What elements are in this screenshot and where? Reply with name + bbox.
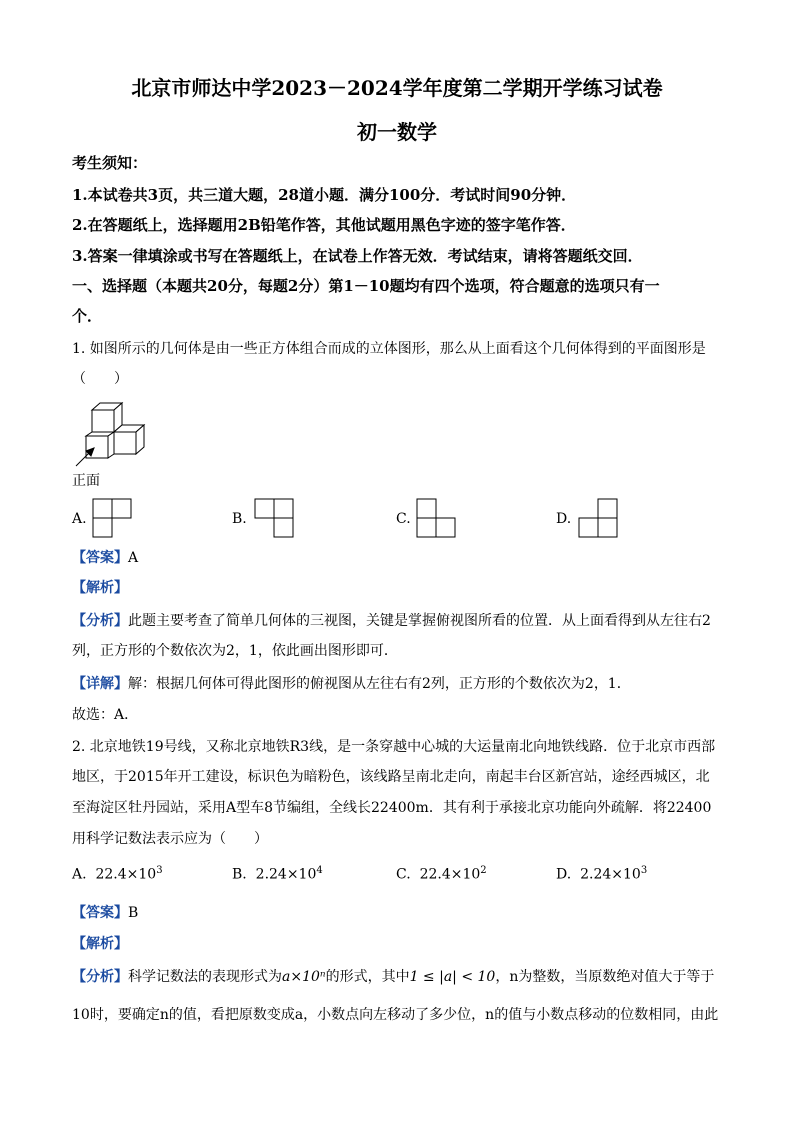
q1-option-d-label: D. [556,511,572,527]
section-heading-cont: 个． [72,307,103,325]
option-exp: 3 [640,865,648,876]
answer-tag: 【答案】 [72,550,128,566]
section-heading: 一、选择题（本题共20分，每题2分）第1－10题均有四个选项，符合题意的选项只有一 [72,277,660,295]
fenxi-text-post: ，n为整数，当原数绝对值大于等于 [495,969,715,985]
q2-analysis-line-1 [72,966,714,986]
notice-heading: 考生须知： [72,154,148,172]
q1-choose: 故选：A． [72,707,139,723]
formula: a×10ⁿ [282,969,326,985]
q1-detail [72,673,631,693]
inequality: 1 ≤ |a| < 10 [409,969,496,985]
cube-left-side [108,432,114,458]
q1-analysis-heading [72,577,128,597]
answer-value: A [128,550,139,566]
q1-bracket: （ ） [72,371,128,387]
option-label: B. [232,866,247,883]
q1-option-c-label: C. [396,511,411,527]
option-exp: 4 [316,865,323,876]
q2-option-b [232,865,323,883]
q2-option-d [556,865,647,883]
q2-option-c [396,865,487,883]
q1-analysis-line-2: 列，正方形的个数依次为2，1，依此画出图形即可． [72,643,398,659]
q2-analysis-heading [72,933,128,953]
option-base: 22.4×10 [419,866,481,883]
detail-text: 解：根据几何体可得此图形的俯视图从左往右有2列，正方形的个数依次为2，1． [128,676,631,692]
q2-analysis-line-2: 10时，要确定n的值，看把原数变成a，小数点向左移动了多少位，n的值与小数点移动的位数相同，由此 [72,1007,719,1023]
q1-solid-figure [72,398,162,470]
option-label: D. [556,866,572,883]
q1-option-b-label: B. [232,511,247,527]
analysis-tag: 【解析】 [72,580,128,596]
front-label: 正面 [72,473,100,489]
fenxi-tag: 【分析】 [72,613,128,629]
page-title: 北京市师达中学2023－2024学年度第二学期开学练习试卷 [131,76,663,100]
cube-top-front [92,410,114,432]
option-label: A. [72,866,87,883]
q2-option-a [72,865,163,883]
option-base: 22.4×10 [95,866,157,883]
q1-option-b-figure [254,498,296,538]
fenxi-tag: 【分析】 [72,969,128,985]
option-base: 2.24×10 [255,866,317,883]
option-exp: 3 [156,865,163,876]
q1-option-a-label: A. [72,511,87,527]
q1-answer [72,547,138,567]
notice-item-2: 2.在答题纸上，选择题用2B铅笔作答，其他试题用黑色字迹的签字笔作答． [72,216,576,234]
q1-option-d-figure [578,498,620,538]
notice-item-1: 1.本试卷共3页，共三道大题，28道小题．满分100分．考试时间90分钟． [72,186,577,204]
q1-stem: 1. 如图所示的几何体是由一些正方体组合而成的立体图形，那么从上面看这个几何体得到的平面图形是 [72,341,706,357]
detail-tag: 【详解】 [72,676,128,692]
q2-stem-4: 用科学记数法表示应为（ ） [72,831,268,847]
option-base: 2.24×10 [580,866,641,883]
answer-value: B [128,905,139,921]
fenxi-text: 此题主要考查了简单几何体的三视图，关键是掌握俯视图所看的位置．从上面看得到从左往右2 [128,613,711,629]
fenxi-text-pre: 科学记数法的表现形式为 [128,969,282,985]
notice-item-3: 3.答案一律填涂或书写在答题纸上，在试卷上作答无效．考试结束，请将答题纸交回． [72,247,643,265]
option-label: C. [396,866,411,883]
answer-tag: 【答案】 [72,905,128,921]
q2-answer [72,902,138,922]
page-subtitle: 初一数学 [357,120,437,144]
cube-right-front [114,432,136,454]
q1-option-c-figure [416,498,458,538]
fenxi-text-mid: 的形式，其中 [325,969,410,985]
q2-stem-1: 2. 北京地铁19号线，又称北京地铁R3线，是一条穿越中心城的大运量南北向地铁线路．位于北京市西部 [72,739,716,755]
q2-stem-2: 地区，于2015年开工建设，标识色为暗粉色，该线路呈南北走向，南起丰台区新宫站，途经西城区，北 [72,769,710,785]
analysis-tag: 【解析】 [72,936,128,952]
option-exp: 2 [480,865,487,876]
q1-option-a-figure [92,498,134,538]
q2-stem-3: 至海淀区牡丹园站，采用A型车8节编组，全线长22400m．其有利于承接北京功能向外疏解．将22400 [72,800,712,816]
q1-analysis-line-1 [72,610,711,630]
